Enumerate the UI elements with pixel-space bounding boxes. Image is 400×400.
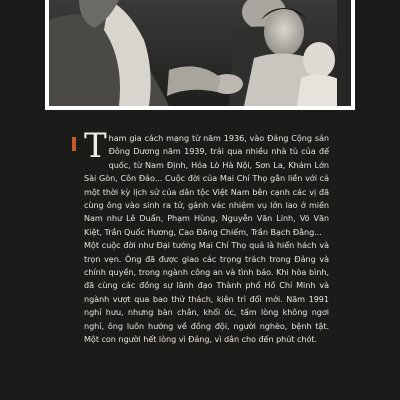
archival-photo bbox=[45, 0, 355, 110]
paragraph-1 bbox=[84, 126, 329, 239]
photo-illustration bbox=[49, 0, 351, 106]
paragraph-1-text: ham gia cách mạng từ năm 1936, vào Đảng Cộng sản Đông Dương năm 1939, trải qua nhiều nhà tù của đế quốc, từ Nam Định, Hỏa Lò Hà Nội, Sơn La, Khám Lớn Sài Gòn, Côn Đảo... Cuộc đời của Mai Chí Thọ gắn liền với cả một thời kỳ lịch sử của dân tộc Việt Nam bên cạnh các vị đã cùng ông vào sinh ra tử, gánh vác nhiệm vụ lớn lao ở miền Nam như Lê Duẩn, Phạm Hùng, Nguyễn Văn Linh, Võ Văn Kiệt, Trần Quốc Hương, Cao Đăng Chiếm, Trần Bạch Đằng... bbox=[84, 133, 329, 237]
paragraph-1-wrapper bbox=[84, 126, 329, 239]
text-block bbox=[84, 126, 329, 347]
dropcap: T bbox=[84, 126, 107, 166]
accent-bar bbox=[72, 137, 76, 151]
paragraph-2: Một cuộc đời như Đại tướng Mai Chí Thọ quả là hiển hách và trọn vẹn. Ông đã được giao các trọng trách trong Đảng và chính quyền, trong ngành công an và tình báo. Khi hòa bình, đã cùng các đồng sự lãnh đạo Thành phố Hồ Chí Minh và ngành vượt qua bao thử thách, kiên trì đổi mới. Năm 1991 nghỉ hưu, nhưng bàn chân, khối óc, tấm lòng không ngơi nghỉ, ông luôn hướng về đồng đội, người nghèo, bệnh tật. Một con người hết lòng vì Đảng, vì dân cho đến phút chót. bbox=[84, 240, 329, 345]
